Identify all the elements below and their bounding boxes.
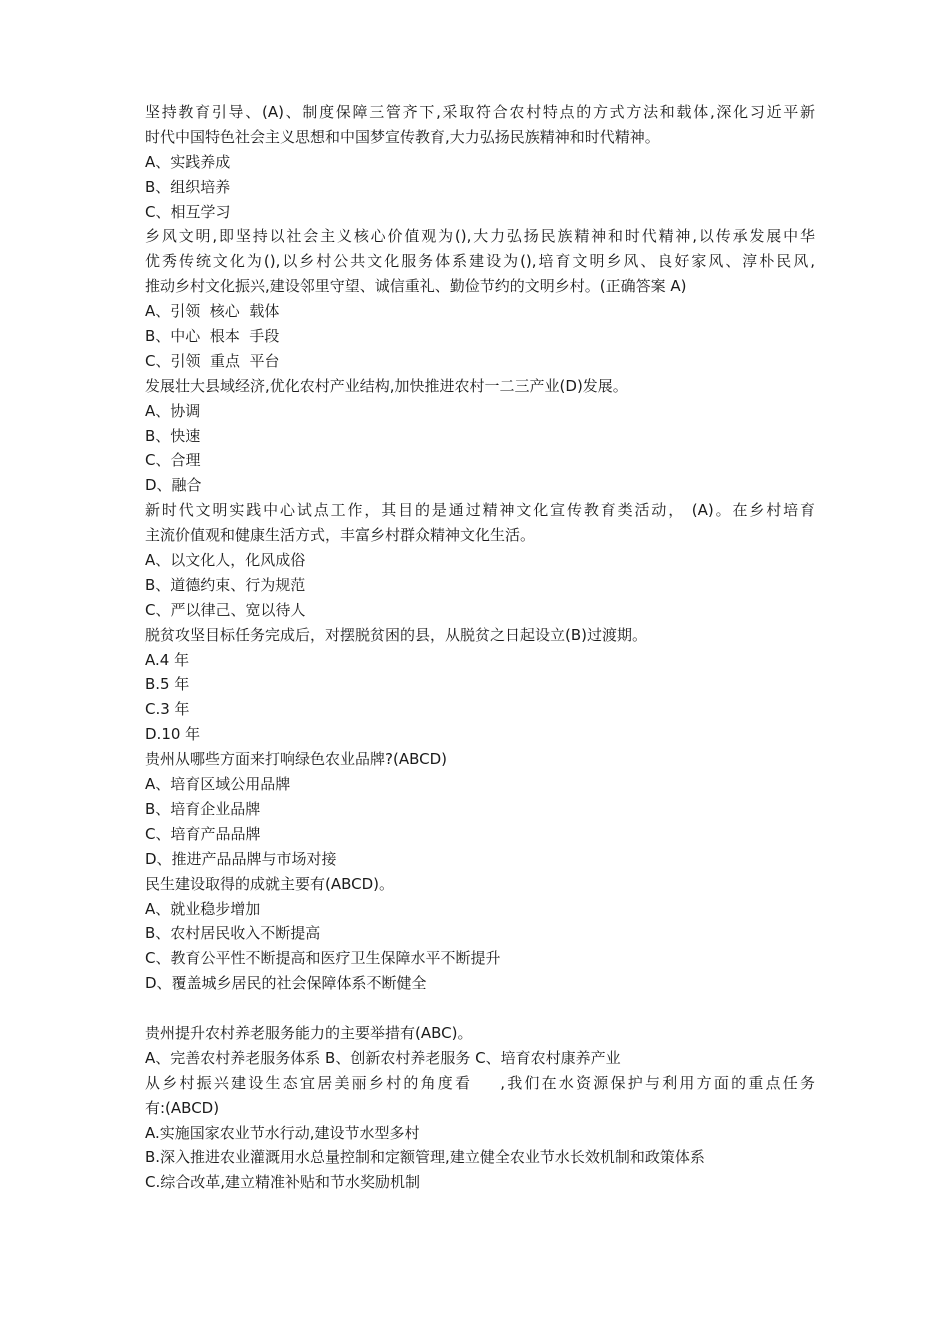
question-9-line-1: 从乡村振兴建设生态宜居美丽乡村的角度看 ,我们在水资源保护与利用方面的重点任务 <box>145 1073 815 1092</box>
question-4-option-b: B、道德约束、行为规范 <box>145 575 306 594</box>
question-1-option-b: B、组织培养 <box>145 177 231 196</box>
question-1-option-a: A、实践养成 <box>145 152 231 171</box>
blank-line <box>145 996 815 1021</box>
question-6-option-c: C、培育产品品牌 <box>145 824 261 843</box>
question-1-line-2: 时代中国特色社会主义思想和中国梦宣传教育,大力弘扬民族精神和时代精神。 <box>145 127 660 146</box>
question-7-option-c: C、教育公平性不断提高和医疗卫生保障水平不断提升 <box>145 949 501 968</box>
question-2-option-a: A、引领 核心 载体 <box>145 302 280 321</box>
question-3-option-c: C、合理 <box>145 451 201 470</box>
question-4-option-a: A、以文化人，化风成俗 <box>145 551 306 570</box>
question-5-line-1: 脱贫攻坚目标任务完成后，对摆脱贫困的县，从脱贫之日起设立(B)过渡期。 <box>145 625 647 644</box>
question-5-option-c: C.3 年 <box>145 700 190 719</box>
question-2-line-2: 优秀传统文化为(),以乡村公共文化服务体系建设为(),培育文明乡风、良好家风、淳朴民风, <box>145 252 815 271</box>
question-7-option-a: A、就业稳步增加 <box>145 899 261 918</box>
question-2-option-c: C、引领 重点 平台 <box>145 351 280 370</box>
question-2-line-3: 推动乡村文化振兴,建设邻里守望、诚信重礼、勤俭节约的文明乡村。(正确答案 A) <box>145 277 687 296</box>
question-3-option-d: D、融合 <box>145 476 202 495</box>
question-4-line-1: 新时代文明实践中心试点工作，其目的是通过精神文化宣传教育类活动， (A)。在乡村培育 <box>145 501 815 520</box>
question-5-option-d: D.10 年 <box>145 725 201 744</box>
question-6-option-d: D、推进产品品牌与市场对接 <box>145 849 337 868</box>
question-5-option-a: A.4 年 <box>145 650 190 669</box>
question-3-option-a: A、协调 <box>145 401 201 420</box>
question-9-option-b: B.深入推进农业灌溉用水总量控制和定额管理,建立健全农业节水长效机制和政策体系 <box>145 1148 705 1167</box>
question-1-option-c: C、相互学习 <box>145 202 231 221</box>
question-6-option-a: A、培育区域公用品牌 <box>145 775 291 794</box>
document-body <box>145 100 815 1195</box>
question-6-option-b: B、培育企业品牌 <box>145 799 261 818</box>
question-2-option-b: B、中心 根本 手段 <box>145 327 280 346</box>
question-7-option-b: B、农村居民收入不断提高 <box>145 924 321 943</box>
question-3-line-1: 发展壮大县域经济,优化农村产业结构,加快推进农村一二三产业(D)发展。 <box>145 376 628 395</box>
question-4-line-2: 主流价值观和健康生活方式，丰富乡村群众精神文化生活。 <box>145 526 536 545</box>
question-7-line-1: 民生建设取得的成就主要有(ABCD)。 <box>145 874 395 893</box>
question-6-line-1: 贵州从哪些方面来打响绿色农业品牌?(ABCD) <box>145 750 447 769</box>
question-9-option-c: C.综合改革,建立精准补贴和节水奖励机制 <box>145 1173 421 1192</box>
question-9-option-a: A.实施国家农业节水行动,建设节水型多村 <box>145 1123 420 1142</box>
question-5-option-b: B.5 年 <box>145 675 190 694</box>
question-8-options: A、完善农村养老服务体系 B、创新农村养老服务 C、培育农村康养产业 <box>145 1048 621 1067</box>
question-7-option-d: D、覆盖城乡居民的社会保障体系不断健全 <box>145 974 427 993</box>
question-2-line-1: 乡风文明,即坚持以社会主义核心价值观为(),大力弘扬民族精神和时代精神,以传承发展中华 <box>145 227 815 246</box>
question-8-line-1: 贵州提升农村养老服务能力的主要举措有(ABC)。 <box>145 1023 473 1042</box>
question-3-option-b: B、快速 <box>145 426 201 445</box>
question-1-line-1: 坚持教育引导、(A)、制度保障三管齐下,采取符合农村特点的方式方法和载体,深化习近平新 <box>145 103 815 121</box>
question-9-line-2: 有:(ABCD) <box>145 1098 220 1117</box>
question-4-option-c: C、严以律己、宽以待人 <box>145 600 306 619</box>
